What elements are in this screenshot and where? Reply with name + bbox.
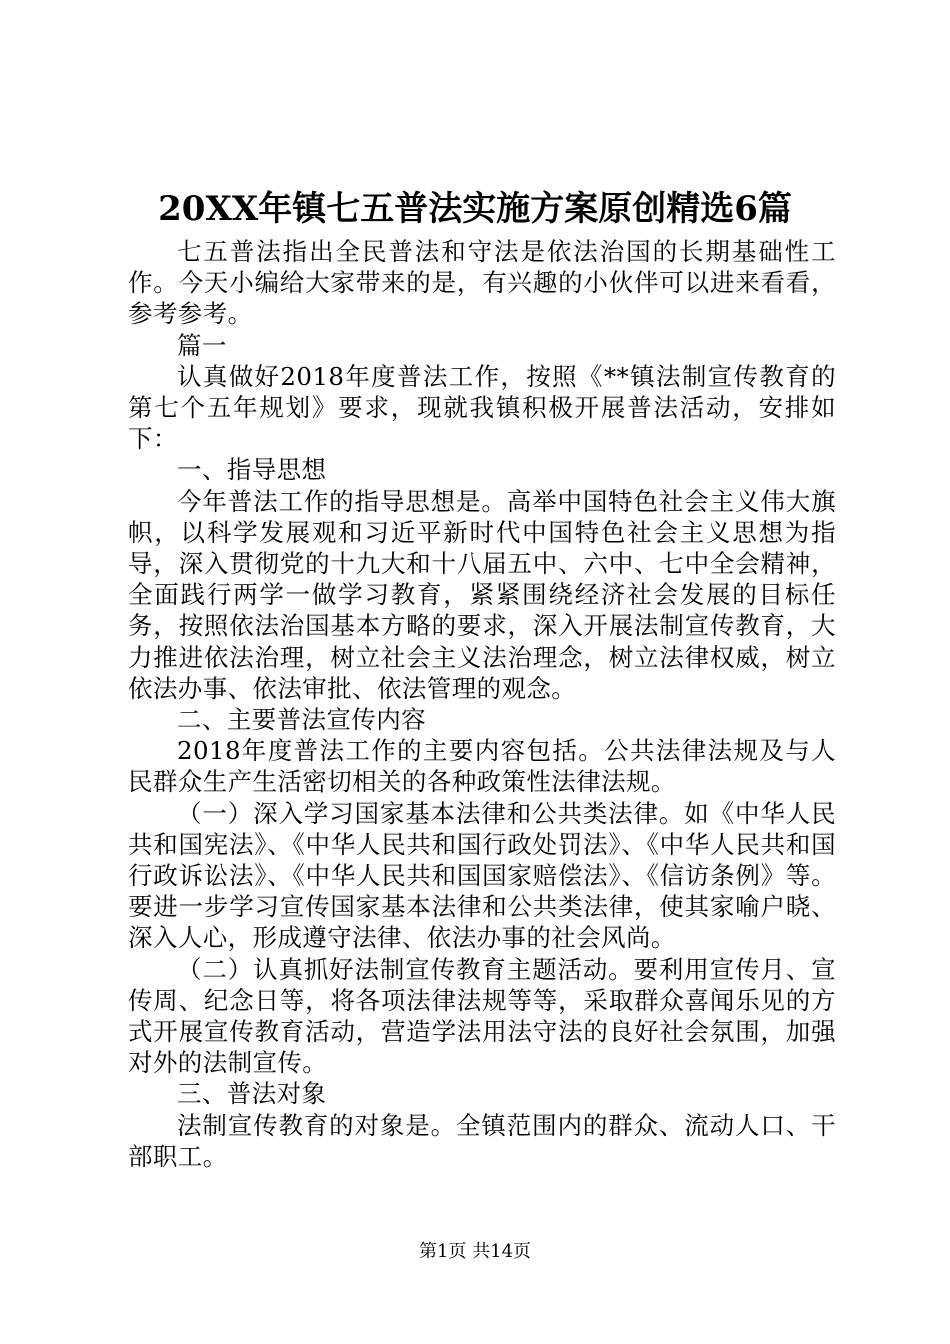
audience-paragraph: 法制宣传教育的对象是。全镇范围内的群众、流动人口、干部职工。 <box>128 1110 836 1171</box>
section-heading-audience: 三、普法对象 <box>177 1079 327 1109</box>
document-body <box>128 236 836 1172</box>
plan-paragraph: 认真做好2018年度普法工作，按照《**镇法制宣传教育的第七个五年规划》要求，现就我镇积极开展普法活动，安排如下： <box>128 361 836 454</box>
section-heading-guiding-ideology: 一、指导思想 <box>177 455 327 485</box>
main-content-paragraph: 2018年度普法工作的主要内容包括。公共法律法规及与人民群众生产生活密切相关的各种政策性法律法规。 <box>128 736 836 797</box>
item-one-paragraph: （一）深入学习国家基本法律和公共类法律。如《中华人民共和国宪法》、《中华人民共和国行政处罚法》、《中华人民共和国行政诉讼法》、《中华人民共和国国家赔偿法》、《信访条例》等。要进一步学习宣传国家基本法律和公共类法律，使其家喻户晓、深入人心，形成遵守法律、依法办事的社会风尚。 <box>128 798 836 953</box>
section-heading-part-one: 篇一 <box>177 330 227 360</box>
guiding-ideology-paragraph: 今年普法工作的指导思想是。高举中国特色社会主义伟大旗帜，以科学发展观和习近平新时代中国特色社会主义思想为指导，深入贯彻党的十九大和十八届五中、六中、七中全会精神，全面践行两学一做学习教育，紧紧围绕经济社会发展的目标任务，按照依法治国基本方略的要求，深入开展法制宣传教育，大力推进依法治理，树立社会主义法治理念，树立法律权威，树立依法办事、依法审批、依法管理的观念。 <box>128 486 836 703</box>
item-two-paragraph: （二）认真抓好法制宣传教育主题活动。要利用宣传月、宣传周、纪念日等，将各项法律法规等等，采取群众喜闻乐见的方式开展宣传教育活动，营造学法用法守法的良好社会氛围，加强对外的法制宣传。 <box>128 954 836 1078</box>
section-heading-main-content: 二、主要普法宣传内容 <box>177 705 426 735</box>
page-footer: 第1页 共14页 <box>418 1241 532 1262</box>
document-title: 20XX年镇七五普法实施方案原创精选6篇 <box>158 189 792 229</box>
intro-paragraph: 七五普法指出全民普法和守法是依法治国的长期基础性工作。今天小编给大家带来的是，有兴趣的小伙伴可以进来看看，参考参考。 <box>128 237 836 329</box>
